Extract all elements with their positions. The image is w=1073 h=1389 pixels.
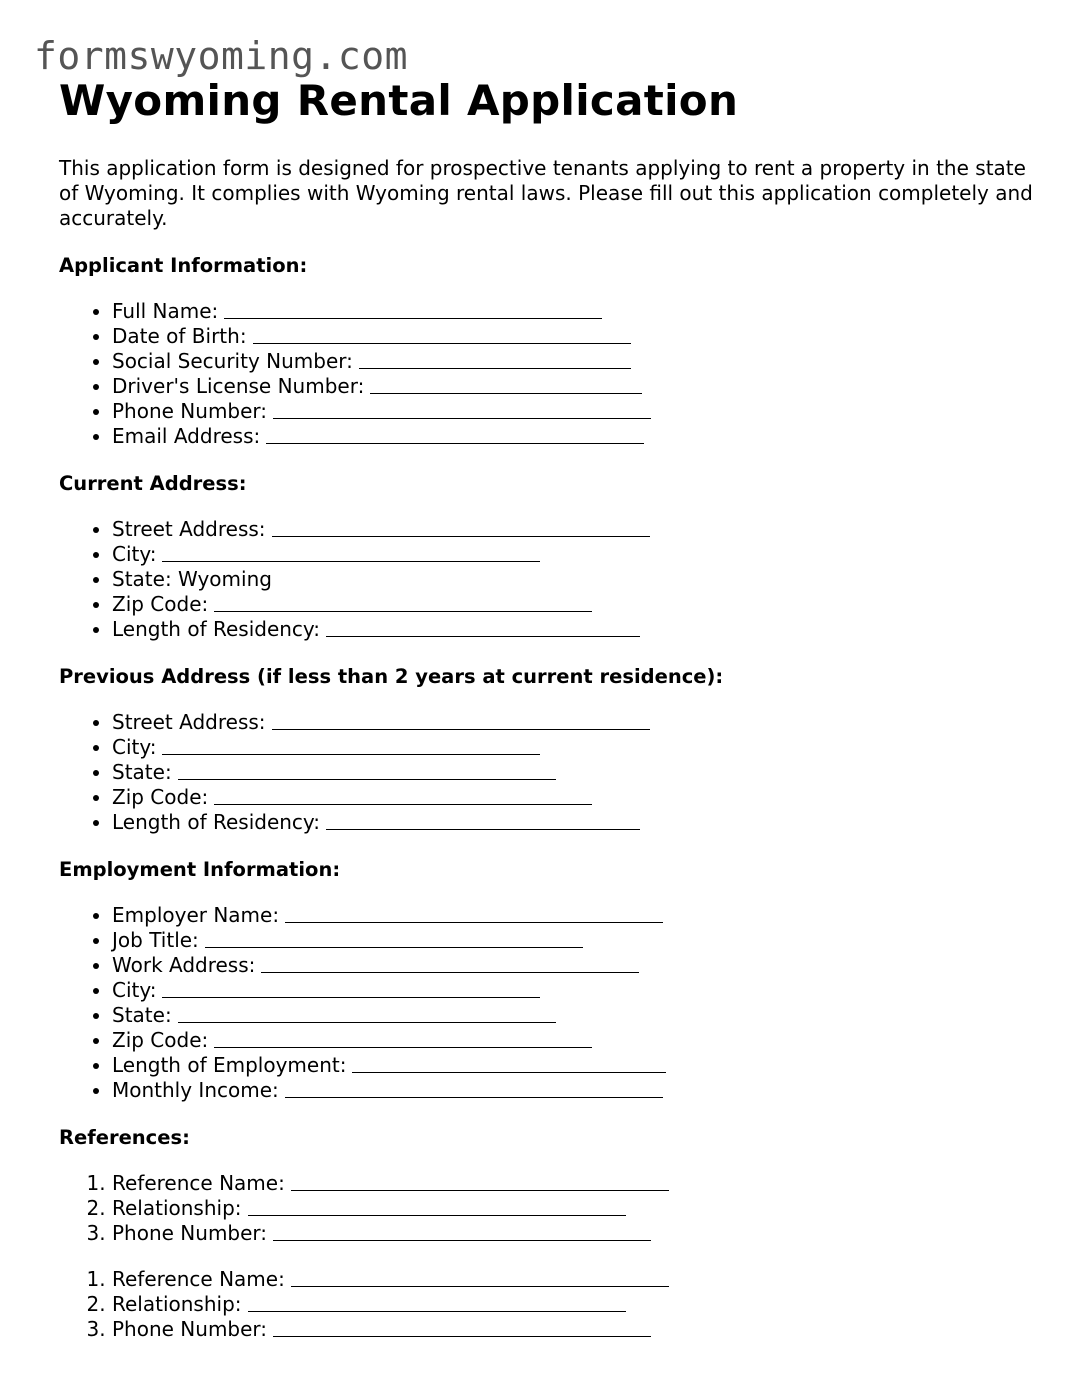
- list-item: [112, 374, 1034, 399]
- list-item: [112, 810, 1034, 835]
- list-item: [112, 617, 1034, 642]
- field-label: Phone Number:: [112, 1317, 268, 1341]
- employment-length-blank[interactable]: [352, 1071, 666, 1073]
- field-label: Work Address:: [112, 953, 256, 977]
- list-item: [112, 324, 1034, 349]
- previous-state-blank[interactable]: [178, 778, 556, 780]
- list-item: [112, 710, 1034, 735]
- field-label: Zip Code:: [112, 1028, 209, 1052]
- full-name-blank[interactable]: [224, 317, 602, 319]
- section-heading-previous-address: Previous Address (if less than 2 years at current residence):: [59, 665, 724, 688]
- field-label: State:: [112, 760, 172, 784]
- section-heading-current-address: Current Address:: [59, 472, 247, 495]
- field-label: Zip Code:: [112, 592, 209, 616]
- field-label: City:: [112, 978, 157, 1002]
- list-item: [112, 592, 1034, 617]
- current-city-blank[interactable]: [162, 560, 540, 562]
- list-item: [112, 517, 1034, 542]
- employer-name-blank[interactable]: [285, 921, 663, 923]
- reference-two-phone-blank[interactable]: [273, 1335, 651, 1337]
- list-item: [112, 299, 1034, 324]
- list-item: [112, 735, 1034, 760]
- page-title: Wyoming Rental Application: [59, 76, 739, 125]
- reference-one-phone-blank[interactable]: [273, 1239, 651, 1241]
- list-item: [112, 1171, 1034, 1196]
- field-label: Social Security Number:: [112, 349, 353, 373]
- field-label: Reference Name:: [112, 1171, 285, 1195]
- list-item: [112, 1078, 1034, 1103]
- field-label: City:: [112, 542, 157, 566]
- field-label: Length of Residency:: [112, 810, 321, 834]
- field-label: Email Address:: [112, 424, 261, 448]
- field-label: Job Title:: [112, 928, 199, 952]
- field-label: Length of Employment:: [112, 1053, 347, 1077]
- list-item: [112, 1053, 1034, 1078]
- date-of-birth-blank[interactable]: [253, 342, 631, 344]
- list-item: [112, 349, 1034, 374]
- list-item: [112, 424, 1034, 449]
- field-label: Relationship:: [112, 1292, 242, 1316]
- previous-city-blank[interactable]: [162, 753, 540, 755]
- field-label: Employer Name:: [112, 903, 280, 927]
- previous-length-blank[interactable]: [326, 828, 640, 830]
- reference-two-relationship-blank[interactable]: [248, 1310, 626, 1312]
- work-address-blank[interactable]: [261, 971, 639, 973]
- site-watermark: formswyoming.com: [34, 34, 409, 78]
- reference-two-name-blank[interactable]: [291, 1285, 669, 1287]
- previous-address-field-list: [59, 710, 1034, 835]
- field-label: City:: [112, 735, 157, 759]
- current-street-blank[interactable]: [272, 535, 650, 537]
- previous-street-blank[interactable]: [272, 728, 650, 730]
- list-item: [112, 1028, 1034, 1053]
- list-item: [112, 399, 1034, 424]
- monthly-income-blank[interactable]: [285, 1096, 663, 1098]
- work-zip-blank[interactable]: [214, 1046, 592, 1048]
- current-address-field-list: [59, 517, 1034, 642]
- current-zip-blank[interactable]: [214, 610, 592, 612]
- field-label: Length of Residency:: [112, 617, 321, 641]
- list-item: [112, 953, 1034, 978]
- list-item: [112, 785, 1034, 810]
- list-item: [112, 1267, 1034, 1292]
- field-label: Street Address:: [112, 517, 266, 541]
- list-item: [112, 1221, 1034, 1246]
- work-state-blank[interactable]: [178, 1021, 556, 1023]
- phone-number-blank[interactable]: [273, 417, 651, 419]
- list-item: [112, 1196, 1034, 1221]
- section-heading-applicant: Applicant Information:: [59, 254, 308, 277]
- field-label: Date of Birth:: [112, 324, 247, 348]
- previous-zip-blank[interactable]: [214, 803, 592, 805]
- section-heading-employment: Employment Information:: [59, 858, 341, 881]
- list-item: [112, 1003, 1034, 1028]
- list-item: [112, 567, 1034, 592]
- current-length-blank[interactable]: [326, 635, 640, 637]
- field-label: Phone Number:: [112, 1221, 268, 1245]
- field-label: Relationship:: [112, 1196, 242, 1220]
- reference-one-name-blank[interactable]: [291, 1189, 669, 1191]
- employment-field-list: [59, 903, 1034, 1103]
- list-item: [112, 1317, 1034, 1342]
- field-label: Monthly Income:: [112, 1078, 279, 1102]
- drivers-license-blank[interactable]: [370, 392, 642, 394]
- list-item: [112, 542, 1034, 567]
- field-label: State:: [112, 1003, 172, 1027]
- field-label: Reference Name:: [112, 1267, 285, 1291]
- field-label: Street Address:: [112, 710, 266, 734]
- field-label: Phone Number:: [112, 399, 268, 423]
- email-address-blank[interactable]: [266, 442, 644, 444]
- rental-application-document: [59, 74, 1034, 1342]
- section-heading-references: References:: [59, 1126, 190, 1149]
- list-item: [112, 978, 1034, 1003]
- job-title-blank[interactable]: [205, 946, 583, 948]
- list-item: [112, 903, 1034, 928]
- field-label: Zip Code:: [112, 785, 209, 809]
- reference-one-list: [59, 1171, 1034, 1246]
- intro-paragraph: This application form is designed for prospective tenants applying to rent a property in the state of Wyoming. It complies with Wyoming rental laws. Please fill out this application completely and accurately.: [59, 156, 1033, 230]
- ssn-blank[interactable]: [359, 367, 631, 369]
- field-label: Driver's License Number:: [112, 374, 365, 398]
- list-item: [112, 1292, 1034, 1317]
- list-item: [112, 760, 1034, 785]
- reference-one-relationship-blank[interactable]: [248, 1214, 626, 1216]
- reference-two-list: [59, 1267, 1034, 1342]
- applicant-field-list: [59, 299, 1034, 449]
- field-label: Full Name:: [112, 299, 219, 323]
- list-item: [112, 928, 1034, 953]
- work-city-blank[interactable]: [162, 996, 540, 998]
- state-value: State: Wyoming: [112, 567, 272, 591]
